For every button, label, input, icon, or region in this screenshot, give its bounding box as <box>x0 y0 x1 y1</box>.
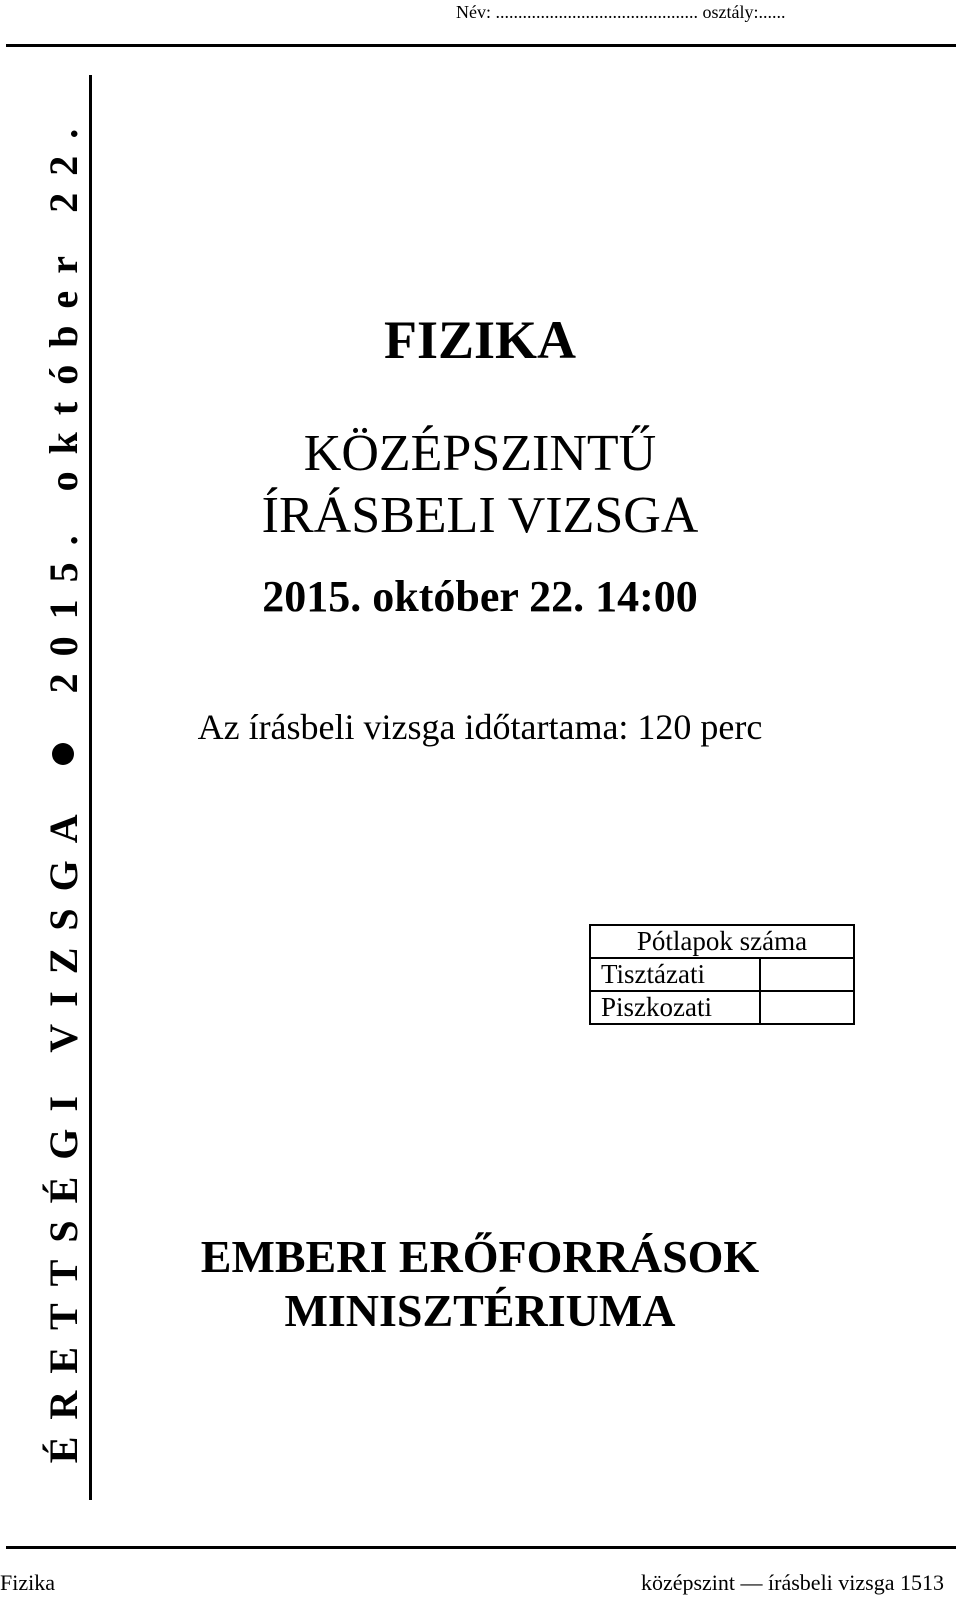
ministry-line-2: MINISZTÉRIUMA <box>284 1285 676 1336</box>
exam-level <box>0 423 960 547</box>
ministry-name <box>0 1230 960 1338</box>
name-class-line: Név: ............................................. osztály:...... <box>456 2 786 22</box>
extra-sheets-header-row <box>590 925 854 958</box>
extra-sheets-label-draft: Piszkozati <box>590 991 760 1024</box>
extra-sheets-header: Pótlapok száma <box>590 925 854 958</box>
exam-level-line-2: ÍRÁSBELI VIZSGA <box>261 487 699 544</box>
footer-subject: Fizika <box>0 1570 55 1595</box>
exam-date-time: 2015. október 22. 14:00 <box>262 572 698 621</box>
sidebar-exam-label: ÉRETTSÉGI VIZSGA <box>40 797 86 1464</box>
extra-sheets-value-draft[interactable] <box>760 991 854 1024</box>
subject-title: FIZIKA <box>383 310 577 370</box>
sidebar-date-label: 2015. október 22. <box>40 111 86 694</box>
extra-sheets-row-draft <box>590 991 854 1024</box>
extra-sheets-table <box>589 924 855 1025</box>
top-rule <box>6 44 956 47</box>
bottom-rule <box>6 1546 956 1549</box>
exam-duration: Az írásbeli vizsga időtartama: 120 perc <box>197 707 763 747</box>
extra-sheets-value-clean[interactable] <box>760 958 854 991</box>
footer-exam-code: középszint — írásbeli vizsga 1513 <box>640 1570 944 1595</box>
extra-sheets-row-clean <box>590 958 854 991</box>
extra-sheets-label-clean: Tisztázati <box>590 958 760 991</box>
ministry-line-1: EMBERI ERŐFORRÁSOK <box>200 1231 760 1282</box>
exam-level-line-1: KÖZÉPSZINTŰ <box>303 425 657 482</box>
